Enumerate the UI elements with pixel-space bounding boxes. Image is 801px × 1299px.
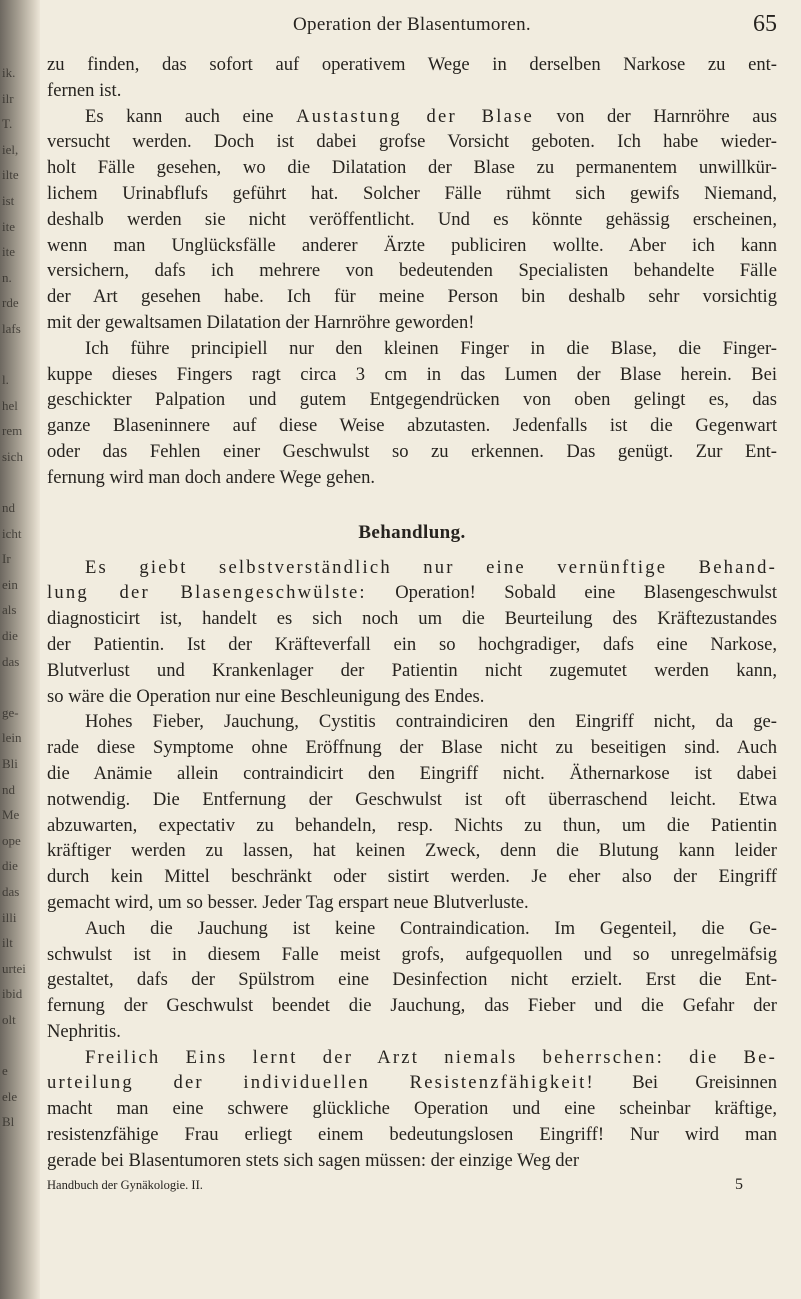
text-run: fernung der Geschwulst beendet die Jauchung, das Fieber und die Gefahr der: [47, 995, 777, 1017]
text-run: lichem Urinabflufs geführt hat. Solcher Fälle rühmt sich gewifs Niemand,: [47, 182, 777, 204]
text-line: [47, 890, 777, 916]
text-run: notwendig. Die Entfernung der Geschwulst ist oft überraschend leicht. Etwa: [47, 788, 777, 810]
text-line: [47, 439, 777, 465]
text-run: der Patientin. Ist der Kräfteverfall ein so hochgradiger, dafs eine Narkose,: [47, 633, 777, 655]
text-line: [47, 580, 777, 606]
text-line: [47, 1019, 777, 1045]
text-line: [47, 761, 777, 787]
text-line: [47, 864, 777, 890]
text-run: ganze Blaseninnere auf diese Weise abzutasten. Jedenfalls ist die Gegenwart: [47, 415, 777, 437]
text-line: [47, 233, 777, 259]
page-number: 65: [753, 11, 777, 37]
text-line: [47, 555, 777, 581]
body-text-bottom: [47, 555, 777, 1174]
text-run: zu finden, das sofort auf operativem Wege in derselben Narkose zu ent-: [47, 54, 777, 75]
text-run: diagnosticirt ist, handelt es sich noch um die Beurteilung des Kräftezustandes: [47, 608, 777, 630]
text-run: geschickter Palpation und gutem Entgegendrücken von oben gelingt es, das: [47, 389, 777, 411]
text-line: [47, 52, 777, 78]
text-run: gestaltet, dafs der Spülstrom eine Desinfection nicht erzielt. Erst die Ent-: [47, 969, 777, 991]
text-run: deshalb werden sie nicht veröffentlicht. Und es könnte gehässig erscheinen,: [47, 208, 777, 230]
text-line: [47, 632, 777, 658]
text-line: [47, 258, 777, 284]
emphasis-spaced: Es giebt selbstverständlich nur eine vernünftige Behand-: [85, 556, 777, 578]
text-run: versichern, dafs ich mehrere von bedeutenden Specialisten behandelte Fälle: [47, 260, 777, 282]
text-run: schwulst ist in diesem Falle meist grofs, aufgequollen und so unregelmäfsig: [47, 943, 777, 965]
text-run: oder das Fehlen einer Geschwulst so zu erkennen. Das genügt. Zur Ent-: [47, 440, 777, 462]
text-line: [47, 181, 777, 207]
text-run: gerade bei Blasentumoren stets sich sagen müssen: der einzige Weg der: [47, 1149, 580, 1171]
text-line: [47, 362, 777, 388]
book-binding-gutter: [0, 0, 40, 1299]
emphasis-spaced: lung der Blasengeschwülste:: [47, 582, 367, 604]
text-line: [47, 465, 777, 491]
text-run: Blutverlust und Krankenlager der Patientin nicht zugemutet werden kann,: [47, 659, 777, 681]
text-line: [47, 207, 777, 233]
text-line: [47, 155, 777, 181]
text-run: Operation! Sobald eine Blasengeschwulst: [366, 582, 777, 604]
emphasis-spaced: urteilung der individuellen Resistenzfähigkeit!: [47, 1072, 595, 1094]
text-line: [47, 1096, 777, 1122]
text-line: [47, 606, 777, 632]
page-footer: [47, 1176, 777, 1198]
signature-number: 5: [735, 1175, 743, 1193]
text-line: [47, 1045, 777, 1071]
book-page: [47, 0, 777, 1198]
text-run: holt Fälle gesehen, wo die Dilatation der Blase zu permanentem unwillkür-: [47, 157, 777, 179]
running-head-title: Operation der Blasentumoren.: [293, 14, 531, 35]
text-run: Auch die Jauchung ist keine Contraindication. Im Gegenteil, die Ge-: [85, 917, 777, 939]
text-line: [47, 787, 777, 813]
text-run: versucht werden. Doch ist dabei grofse Vorsicht geboten. Ich habe wieder-: [47, 131, 777, 153]
text-line: [47, 684, 777, 710]
text-line: [47, 104, 777, 130]
text-run: mit der gewaltsamen Dilatation der Harnröhre geworden!: [47, 311, 475, 333]
text-line: [47, 310, 777, 336]
text-run: die Anämie allein contraindicirt den Eingriff nicht. Äthernarkose ist dabei: [47, 762, 777, 784]
text-line: [47, 916, 777, 942]
text-line: [47, 1122, 777, 1148]
text-line: [47, 993, 777, 1019]
text-line: [47, 813, 777, 839]
text-line: [47, 387, 777, 413]
text-line: [47, 336, 777, 362]
text-run: von der Harnröhre aus: [533, 105, 777, 127]
text-line: [47, 709, 777, 735]
text-run: abzuwarten, expectativ zu behandeln, resp. Nichts zu thun, um die Patientin: [47, 814, 777, 836]
text-run: Es kann auch eine: [85, 105, 297, 127]
text-line: [47, 413, 777, 439]
text-line: [47, 658, 777, 684]
text-line: [47, 284, 777, 310]
text-run: kräftiger werden zu lassen, hat keinen Zweck, denn die Blutung kann leider: [47, 840, 777, 862]
text-line: [47, 78, 777, 104]
text-run: fernen ist.: [47, 79, 122, 101]
text-line: [47, 942, 777, 968]
text-line: [47, 1070, 777, 1096]
emphasis-spaced: Austastung der Blase: [296, 105, 534, 127]
emphasis-spaced: Freilich Eins lernt der Arzt niemals beherrschen: die Be-: [85, 1046, 777, 1068]
text-line: [47, 735, 777, 761]
text-run: rade diese Symptome ohne Eröffnung der Blase nicht zu beseitigen sind. Auch: [47, 737, 777, 759]
text-run: Ich führe principiell nur den kleinen Finger in die Blase, die Finger-: [85, 337, 777, 359]
text-run: gemacht wird, um so besser. Jeder Tag erspart neue Blutverluste.: [47, 891, 529, 913]
adjacent-page-fragments: ik. ilr T. iel, ilte ist ite ite n. rde lafs l. hel rem sich nd icht Ir ein als die das ge- lein Bli nd Me ope die das illi ilt urtei ibid olt e ele Bl: [2, 65, 26, 1130]
text-run: durch kein Mittel beschränkt oder sistirt werden. Je eher also der Eingriff: [47, 866, 777, 888]
running-head: [47, 0, 777, 52]
footer-signature: Handbuch der Gynäkologie. II.: [47, 1177, 203, 1192]
text-run: macht man eine schwere glückliche Operation und eine scheinbar kräftige,: [47, 1098, 777, 1120]
text-run: kuppe dieses Fingers ragt circa 3 cm in das Lumen der Blase herein. Bei: [47, 363, 777, 385]
text-run: fernung wird man doch andere Wege gehen.: [47, 466, 376, 488]
text-run: der Art gesehen habe. Ich für meine Person bin deshalb sehr vorsichtig: [47, 286, 777, 308]
text-run: Nephritis.: [47, 1020, 121, 1042]
text-run: Hohes Fieber, Jauchung, Cystitis contraindiciren den Eingriff nicht, da ge-: [85, 711, 777, 733]
text-run: Bei Greisinnen: [594, 1072, 777, 1094]
text-line: [47, 129, 777, 155]
text-line: [47, 1148, 777, 1174]
text-run: wenn man Unglücksfälle anderer Ärzte publiciren wollte. Aber ich kann: [47, 234, 777, 256]
body-text-top: [47, 52, 777, 491]
text-line: [47, 967, 777, 993]
section-heading: Behandlung.: [358, 521, 466, 543]
text-run: so wäre die Operation nur eine Beschleunigung des Endes.: [47, 685, 485, 707]
text-line: [47, 838, 777, 864]
text-run: resistenzfähige Frau erliegt einem bedeutungslosen Eingriff! Nur wird man: [47, 1124, 777, 1146]
